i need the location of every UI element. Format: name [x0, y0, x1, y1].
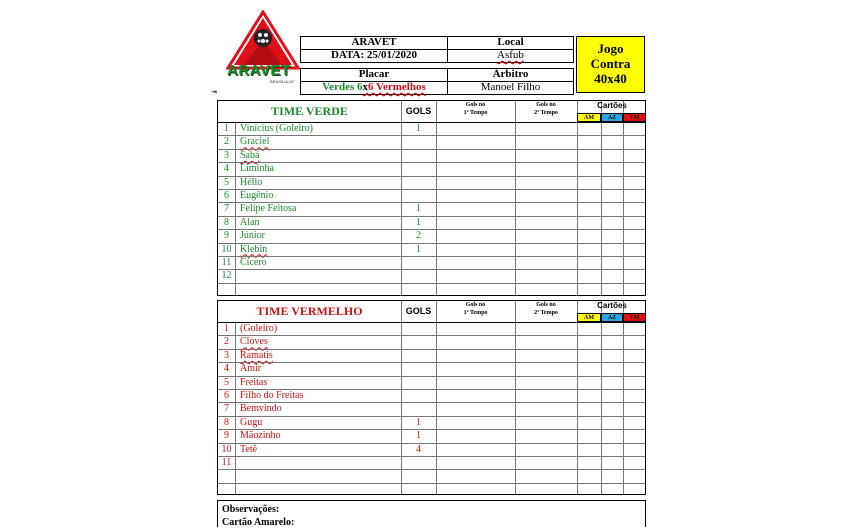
player-name: Alan: [240, 216, 260, 228]
player-name: Eugênio: [240, 190, 274, 201]
aravet-logo: [226, 10, 300, 86]
header-divider: [218, 322, 645, 323]
player-name: Cícero: [240, 257, 267, 268]
card-vm-header: VM: [623, 313, 646, 322]
gols1-header-b: 1º Tempo: [463, 310, 488, 316]
row-divider: [218, 283, 645, 284]
placar-green: Verdes 6: [322, 81, 363, 93]
player-name: Cloves: [240, 336, 268, 348]
cartoes-header: Cartões: [597, 101, 627, 110]
player-name: Freitas: [240, 376, 268, 388]
player-name: Vinícius (Goleiro): [240, 123, 313, 134]
card-vm-header: VM: [623, 113, 646, 122]
anchor-icon: ⇥: [211, 88, 217, 96]
gols-header: GOLS: [405, 306, 432, 316]
player-number: 2: [224, 336, 229, 348]
player-number: 5: [224, 376, 229, 388]
player-number: 11: [221, 257, 232, 268]
grid-vline: [235, 322, 236, 494]
grid-vline: [577, 301, 578, 494]
observations-label: Observações:: [222, 504, 280, 515]
row-divider: [218, 376, 645, 377]
row-divider: [218, 362, 645, 363]
player-number: 11: [221, 457, 232, 468]
row-divider: [218, 189, 645, 190]
row-divider: [218, 149, 645, 150]
grid-vline: [436, 101, 437, 295]
yellow-card-label: Cartão Amarelo:: [222, 517, 295, 528]
player-number: 3: [224, 149, 229, 161]
arbitro-value: Manoel Filho: [480, 81, 541, 93]
grid-vline: [515, 101, 516, 295]
player-number: 10: [221, 243, 232, 255]
jogo-box: [576, 36, 645, 93]
local-label: Local: [497, 36, 524, 48]
gols2-header-b: 2º Tempo: [534, 310, 558, 316]
grid-vline: [436, 301, 437, 494]
row-divider: [218, 256, 645, 257]
player-name: Graciel: [240, 136, 270, 148]
arbitro-label: Árbitro: [492, 68, 529, 80]
player-name: Liminha: [240, 163, 274, 175]
observations-box: [217, 500, 646, 527]
grid-vline: [515, 301, 516, 494]
header-table: [300, 36, 574, 95]
player-name: Mãozinho: [240, 430, 281, 442]
placar-separator: x: [362, 81, 368, 93]
player-number: 4: [224, 163, 229, 175]
player-number: 7: [224, 203, 229, 215]
team-title: TIME VERMELHO: [256, 304, 363, 318]
jogo-line3: 40x40: [594, 71, 627, 86]
logo-wordmark: ARAVET: [227, 62, 291, 79]
gols1-header-a: Gols no: [465, 302, 486, 308]
placar-score: [300, 81, 448, 93]
player-name: Gugu: [240, 416, 263, 428]
player-goals: 2: [416, 230, 421, 242]
player-name: Amir: [240, 363, 262, 375]
player-number: 7: [224, 403, 229, 415]
grid-vline: [601, 101, 602, 295]
local-value: Asfub: [497, 49, 524, 61]
row-divider: [218, 402, 645, 403]
player-name: Sabá: [240, 149, 260, 161]
player-number: 3: [224, 349, 229, 361]
row-divider: [218, 135, 645, 136]
player-name: Bemvindo: [240, 403, 282, 415]
player-number: 2: [224, 136, 229, 148]
gols2-header-a: Gols no: [536, 302, 556, 308]
gols1-header-a: Gols no: [465, 102, 486, 108]
player-number: 1: [224, 123, 229, 134]
player-goals: 1: [416, 430, 421, 442]
grid-vline: [623, 101, 624, 295]
player-name: Ramatis: [240, 349, 273, 361]
logo-subtitle: BRASÍLIA-DF: [270, 79, 295, 84]
player-number: 8: [224, 216, 229, 228]
jogo-line1: Jogo: [597, 41, 624, 56]
card-am-header: AM: [577, 313, 601, 322]
gols2-header-a: Gols no: [536, 102, 556, 108]
header-date: DATA: 25/01/2020: [330, 49, 418, 61]
grid-vline: [623, 301, 624, 494]
card-am-header: AM: [577, 113, 601, 122]
row-divider: [218, 483, 645, 484]
red-team-table: [217, 300, 646, 495]
player-name: Hélio: [240, 176, 263, 188]
player-name: (Goleiro): [240, 323, 278, 334]
player-name: Júnior: [240, 230, 265, 242]
grid-vline: [601, 301, 602, 494]
player-goals: 4: [416, 443, 421, 455]
card-az-header: AZ: [601, 313, 623, 322]
team-title: TIME VERDE: [271, 104, 348, 118]
jogo-line2: Contra: [590, 56, 631, 71]
player-name: Klebin: [240, 243, 268, 255]
player-number: 4: [224, 363, 229, 375]
green-team-table: [217, 100, 646, 296]
player-number: 1: [224, 323, 229, 334]
player-number: 8: [224, 416, 229, 428]
player-number: 5: [224, 176, 229, 188]
cartoes-header: Cartões: [597, 301, 627, 310]
card-az-header: AZ: [601, 113, 623, 122]
player-number: 9: [224, 430, 229, 442]
grid-vline: [401, 301, 402, 494]
row-divider: [218, 335, 645, 336]
row-divider: [218, 269, 645, 270]
placar-red: 6 Vermelhos: [367, 81, 426, 93]
row-divider: [218, 456, 645, 457]
gols2-header-b: 2º Tempo: [534, 110, 558, 116]
player-number: 6: [224, 190, 229, 201]
player-name: Tetê: [240, 443, 258, 455]
row-divider: [218, 349, 645, 350]
player-number: 10: [221, 443, 232, 455]
player-goals: 1: [416, 416, 421, 428]
player-goals: 1: [416, 216, 421, 228]
player-goals: 1: [416, 203, 421, 215]
player-number: 12: [221, 270, 232, 282]
player-goals: 1: [416, 243, 421, 255]
gols-header: GOLS: [405, 106, 432, 116]
header-title: ARAVET: [351, 36, 397, 48]
player-goals: 1: [416, 123, 421, 134]
placar-label: Placar: [358, 68, 390, 80]
player-number: 6: [224, 390, 229, 401]
player-name: Filho do Freitas: [240, 390, 304, 401]
gols1-header-b: 1º Tempo: [463, 110, 488, 116]
player-number: 9: [224, 230, 229, 242]
player-name: Felipe Feitosa: [240, 203, 297, 215]
row-divider: [218, 176, 645, 177]
row-divider: [218, 469, 645, 470]
row-divider: [218, 162, 645, 163]
grid-vline: [577, 101, 578, 295]
